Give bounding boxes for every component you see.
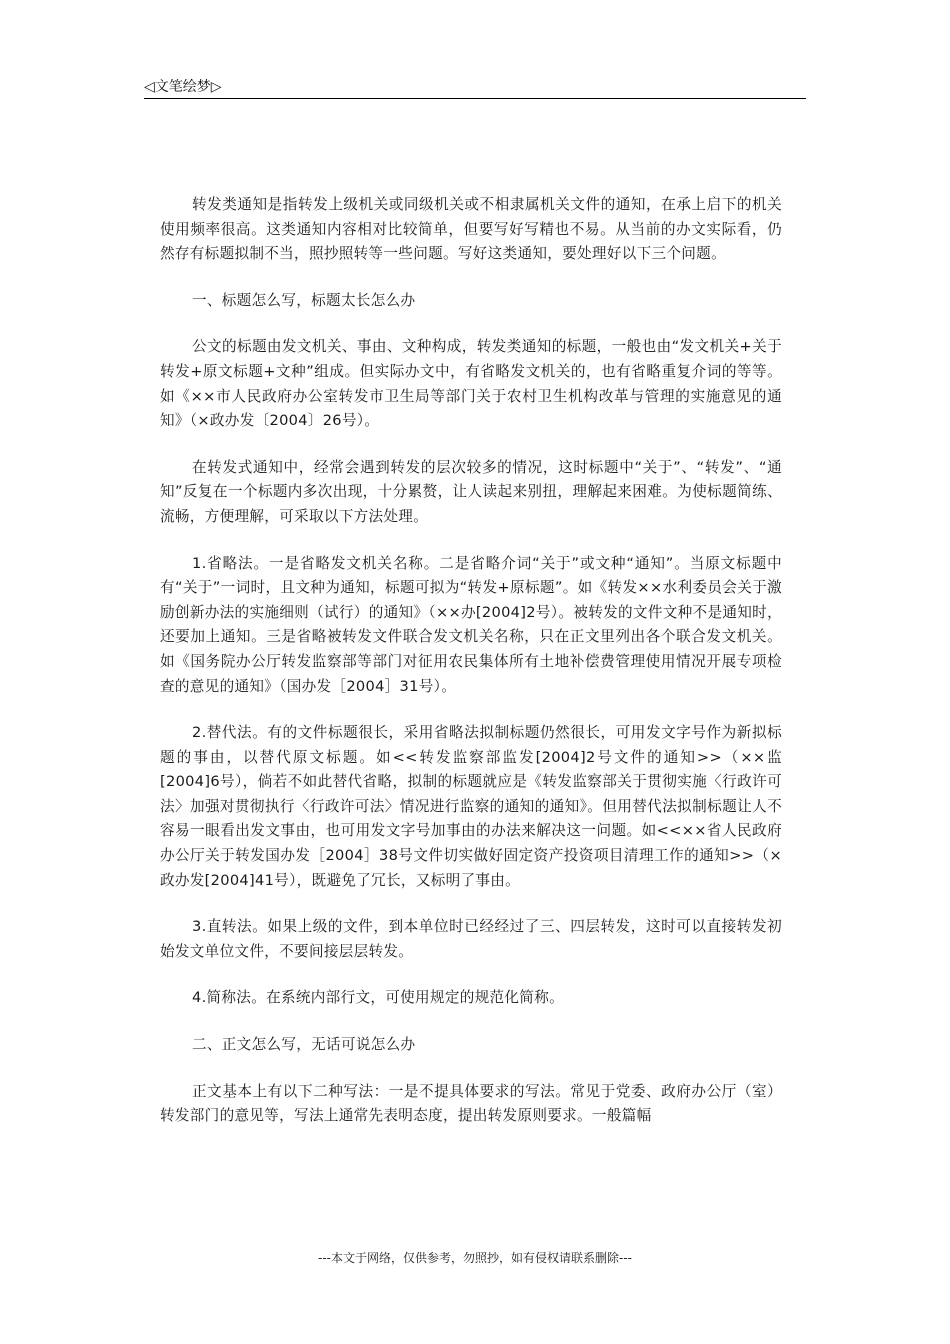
paragraph-intro: 转发类通知是指转发上级机关或同级机关或不相隶属机关文件的通知，在承上启下的机关使用频率很高。这类通知内容相对比较简单，但要写好写精也不易。从当前的办文实际看，仍然存有标题拟制不当，照抄照转等一些问题。写好这类通知，要处理好以下三个问题。 bbox=[160, 196, 782, 263]
paragraph-body-writing: 正文基本上有以下二种写法：一是不提具体要求的写法。常见于党委、政府办公厅（室）转发部门的意见等，写法上通常先表明态度，提出转发原则要求。一般篇幅 bbox=[160, 1082, 782, 1125]
page-footer: ---本文于网络，仅供参考，勿照抄，如有侵权请联系删除--- bbox=[318, 1251, 632, 1265]
section-heading-title: 一、标题怎么写，标题太长怎么办 bbox=[192, 291, 416, 309]
paragraph-multi-level: 在转发式通知中，经常会遇到转发的层次较多的情况，这时标题中“关于”、“转发”、“通知”反复在一个标题内多次出现，十分累赘，让人读起来别扭，理解起来困难。为使标题简练、流畅，方便理解，可采取以下方法处理。 bbox=[160, 458, 782, 525]
paragraph-omission-method: 1.省略法。一是省略发文机关名称。二是省略介词“关于”或文种“通知”。当原文标题中有“关于”一词时，且文种为通知，标题可拟为“转发+原标题”。如《转发××水利委员会关于激励创新办法的实施细则（试行）的通知》（××办[2004]2号）。被转发的文件文种不是通知时，还要加上通知。三是省略被转发文件联合发文机关名称，只在正文里列出各个联合发文机关。如《国务院办公厅转发监察部等部门对征用农民集体所有土地补偿费管理使用情况开展专项检查的意见的通知》（国办发［2004］31号）。 bbox=[160, 554, 782, 695]
paragraph-title-composition: 公文的标题由发文机关、事由、文种构成，转发类通知的标题，一般也由“发文机关+关于转发+原文标题+文种”组成。但实际办文中，有省略发文机关的，也有省略重复介词的等等。如《××市人民政府办公室转发市卫生局等部门关于农村卫生机构改革与管理的实施意见的通知》（×政办发〔2004〕26号）。 bbox=[160, 338, 782, 430]
paragraph-abbreviation-method: 4.简称法。在系统内部行文，可使用规定的规范化简称。 bbox=[192, 989, 564, 1007]
section-heading-body: 二、正文怎么写，无话可说怎么办 bbox=[192, 1036, 416, 1054]
paragraph-direct-method: 3.直转法。如果上级的文件，到本单位时已经经过了三、四层转发，这时可以直接转发初始发文单位文件，不要间接层层转发。 bbox=[160, 918, 782, 960]
paragraph-substitution-method: 2.替代法。有的文件标题很长，采用省略法拟制标题仍然很长，可用发文字号作为新拟标题的事由，以替代原文标题。如<<转发监察部监发[2004]2号文件的通知>>（××监[2004]6号），倘若不如此替代省略，拟制的标题就应是《转发监察部关于贯彻实施〈行政许可法〉加强对贯彻执行〈行政许可法〉情况进行监察的通知的通知》。但用替代法拟制标题让人不容易一眼看出发文事由，也可用发文字号加事由的办法来解决这一问题。如<<××省人民政府办公厅关于转发国办发［2004］38号文件切实做好固定资产投资项目清理工作的通知>>（×政办发[2004]41号），既避免了冗长，又标明了事由。 bbox=[160, 724, 782, 889]
header-title: ◁文笔绘梦▷ bbox=[144, 79, 222, 95]
document-body bbox=[160, 193, 782, 1151]
page-header bbox=[144, 74, 806, 99]
